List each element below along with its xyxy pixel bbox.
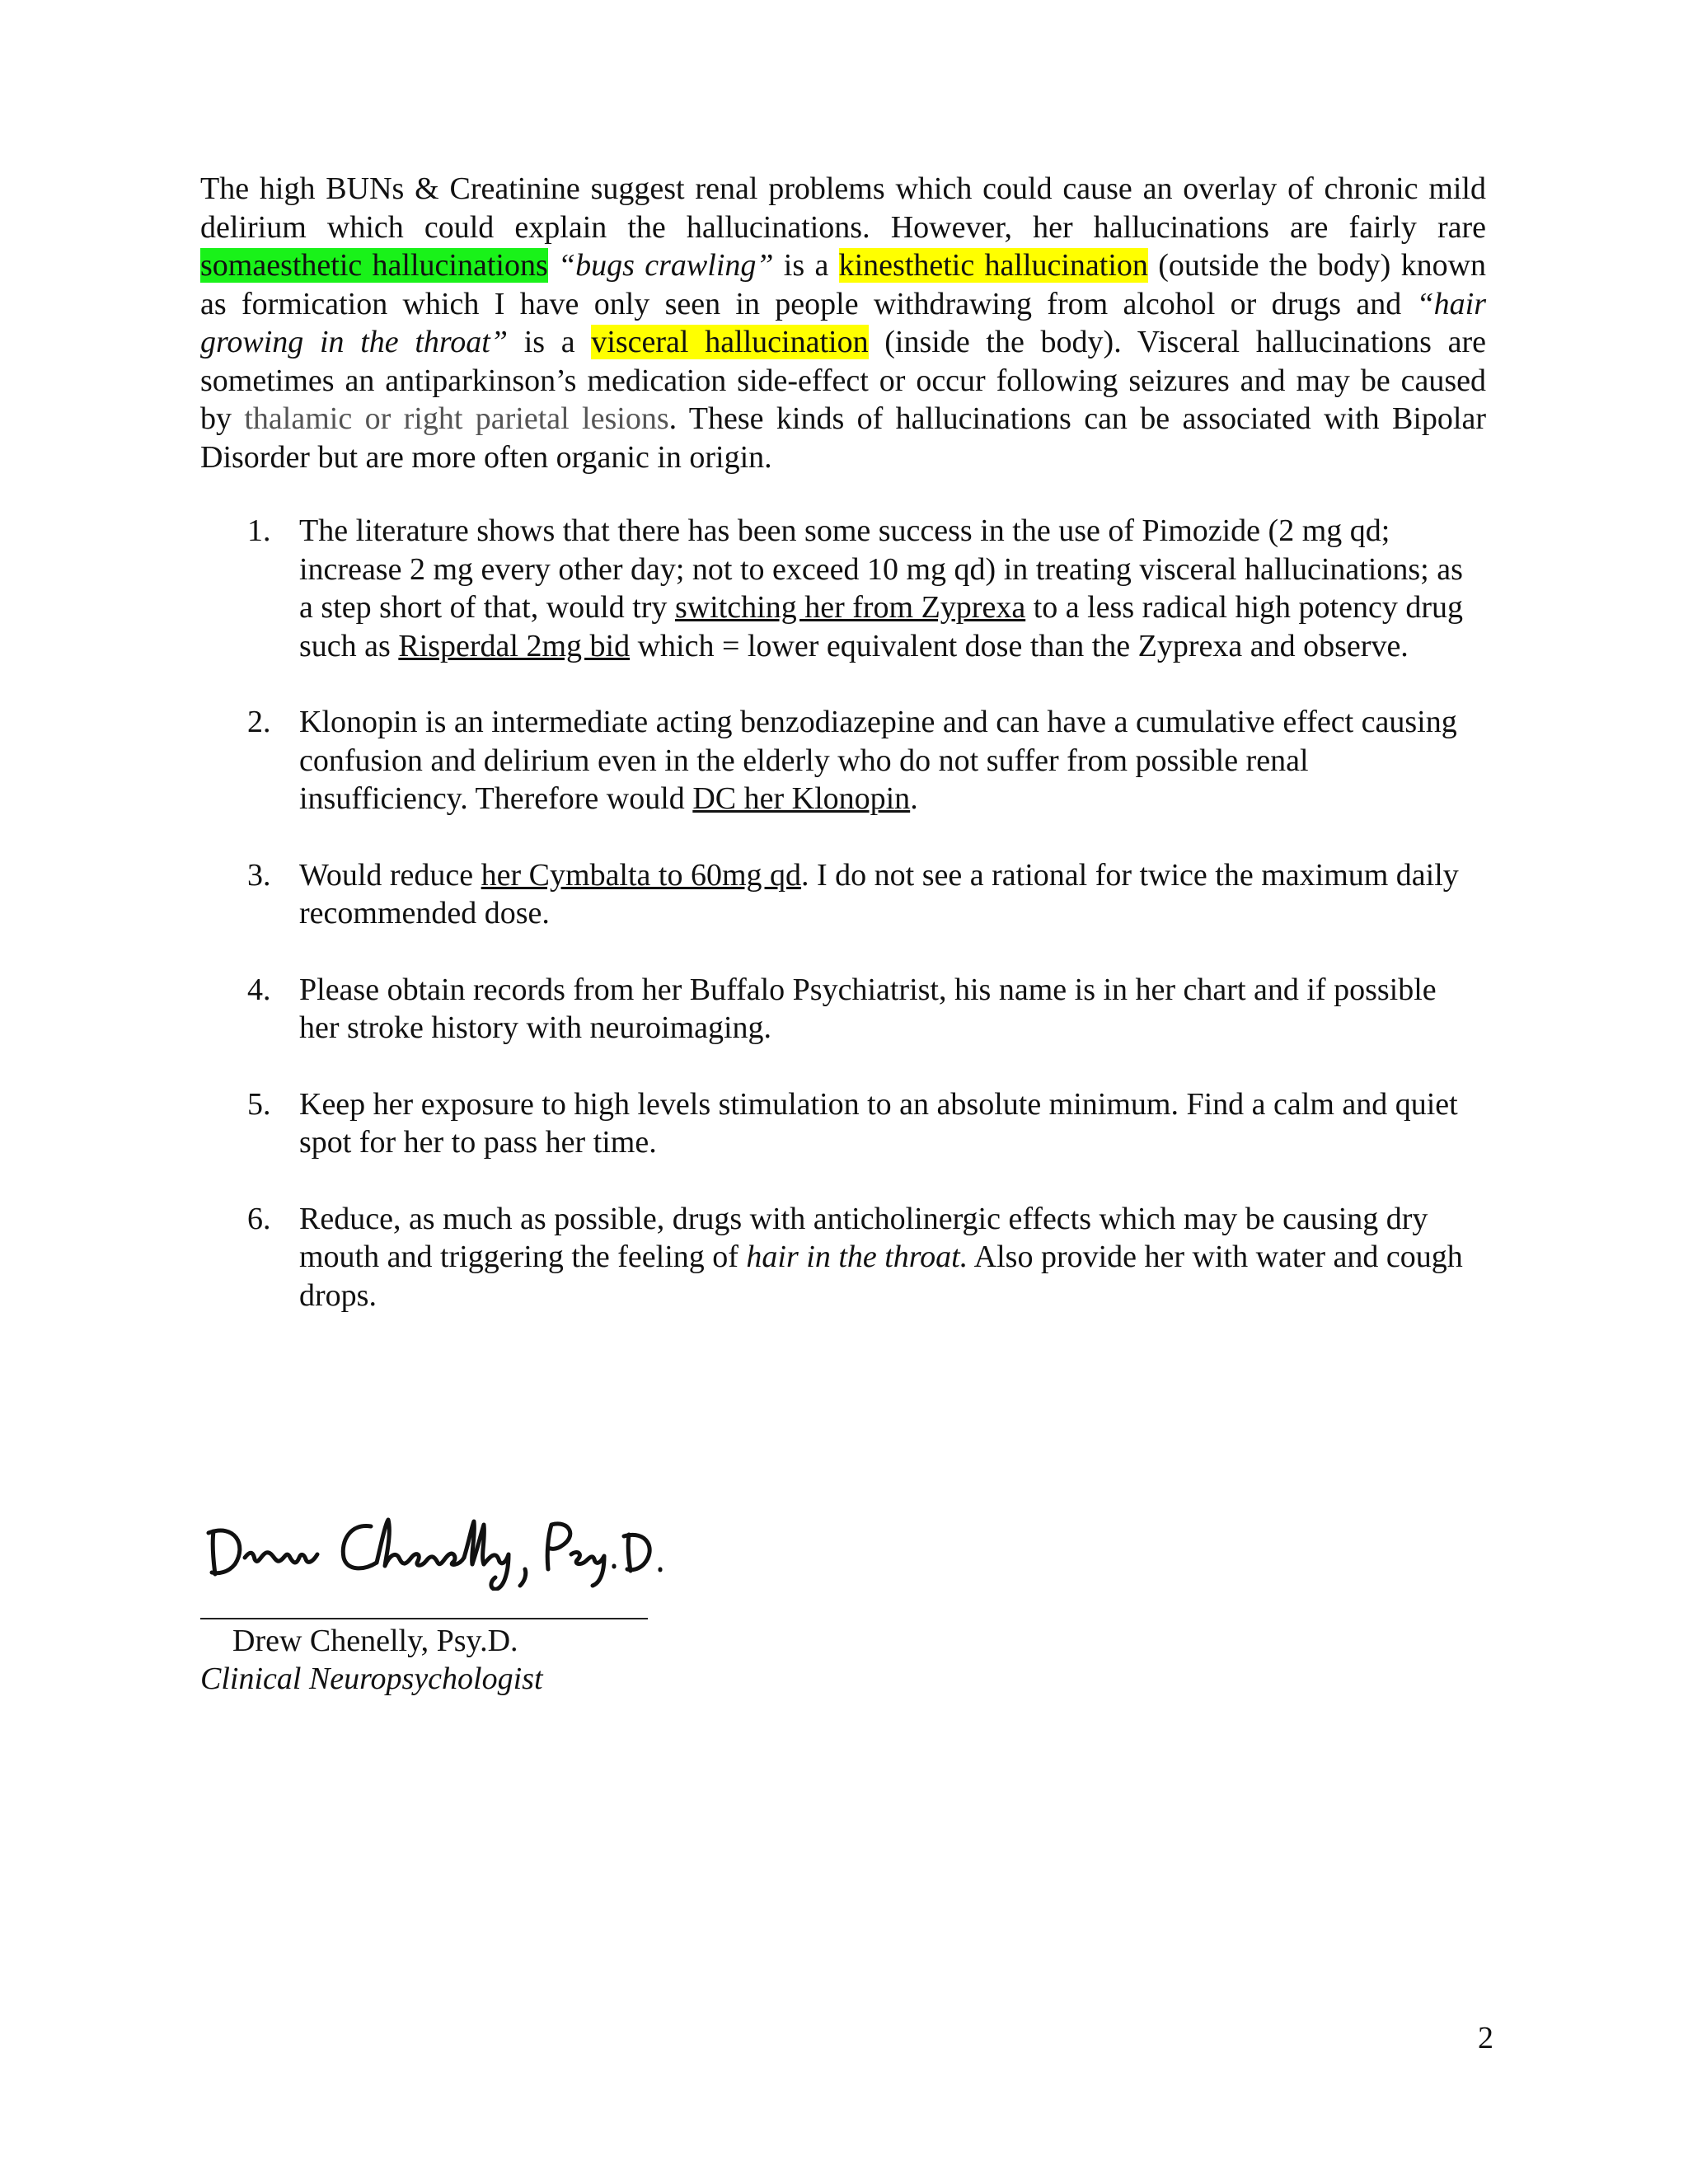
signer-title: Clinical Neuropsychologist <box>200 1661 543 1696</box>
item-number: 3. <box>247 857 271 893</box>
list-item: 4. Please obtain records from her Buffalo Psychiatrist, his name is in her chart and if possible her stroke history with neuroimaging. <box>247 972 1437 1045</box>
signature-icon <box>202 1500 663 1591</box>
highlight-kinesthetic: kinesthetic hallucination <box>838 248 1148 283</box>
list-item: 6. Reduce, as much as possible, drugs with anticholinergic effects which may be causing dry mouth and triggering the feeling of hair in the throat. Also provide her with water and cough drops. <box>247 1201 1463 1313</box>
list-item: 5. Keep her exposure to high levels stimulation to an absolute minimum. Find a calm and quiet spot for her to pass her time. <box>247 1086 1458 1160</box>
intro-paragraph: The high BUNs & Creatinine suggest renal problems which could cause an overlay of chronic mild delirium which could explain the hallucinations. However, her hallucinations are fairly rare somaesthetic hallucinations “bugs crawling” is a kinesthetic hallucination (outside the body) known as formication which I have only seen in people withdrawing from alcohol or drugs and “hair growing in the throat” is a visceral hallucination (inside the body). Visceral hallucinations are sometimes an antiparkinson’s medication side-effect or occur following seizures and may be caused by thalamic or right parietal lesions. These kinds of hallucinations can be associated with Bipolar Disorder but are more often organic in origin. <box>200 171 1487 475</box>
list-item: 1. The literature shows that there has been some success in the use of Pimozide (2 mg qd; increase 2 mg every other day; not to exceed 10 mg qd) in treating visceral hallucinations; as a step short of that, would try switching her from Zyprexa to a less radical high potency drug such as Risperdal 2mg bid which = lower equivalent dose than the Zyprexa and observe. <box>247 513 1463 663</box>
page-number: 2 <box>1478 2021 1493 2055</box>
item-number: 4. <box>247 972 271 1007</box>
signature-line <box>200 1618 648 1619</box>
underlined-text: switching her from Zyprexa <box>674 590 1026 625</box>
underlined-text: her Cymbalta to 60mg qd <box>481 857 802 893</box>
item-number: 5. <box>247 1086 271 1122</box>
recommendations-list <box>247 512 1484 1352</box>
handwritten-signature <box>202 1500 663 1591</box>
lesions-text: thalamic or right parietal lesions <box>244 401 669 436</box>
list-item: 3. Would reduce her Cymbalta to 60mg qd. I do not see a rational for twice the maximum daily recommended dose. <box>247 857 1459 930</box>
signer-name: Drew Chenelly, Psy.D. <box>232 1624 518 1658</box>
highlight-somaesthetic: somaesthetic hallucinations <box>200 248 548 283</box>
underlined-text: Risperdal 2mg bid <box>398 628 631 663</box>
highlight-visceral: visceral hallucination <box>591 325 869 359</box>
italic-text: hair in the throat. <box>746 1240 968 1274</box>
item-number: 6. <box>247 1201 271 1236</box>
quote-hair-growing: “hair growing in the throat” <box>200 286 1486 359</box>
underlined-text: DC her Klonopin <box>692 781 911 816</box>
quote-bugs-crawling: “bugs crawling” <box>558 248 774 283</box>
item-number: 2. <box>247 705 271 739</box>
list-item: 2. Klonopin is an intermediate acting benzodiazepine and can have a cumulative effect causing confusion and delirium even in the elderly who do not suffer from possible renal insufficiency. Therefore would DC her Klonopin. <box>247 705 1457 816</box>
item-number: 1. <box>247 513 271 548</box>
intro-text: The high BUNs & Creatinine suggest renal problems which could cause an overlay of chronic mild delirium which could explain the hallucinations. However, her hallucinations are fairly rare <box>200 171 1486 245</box>
